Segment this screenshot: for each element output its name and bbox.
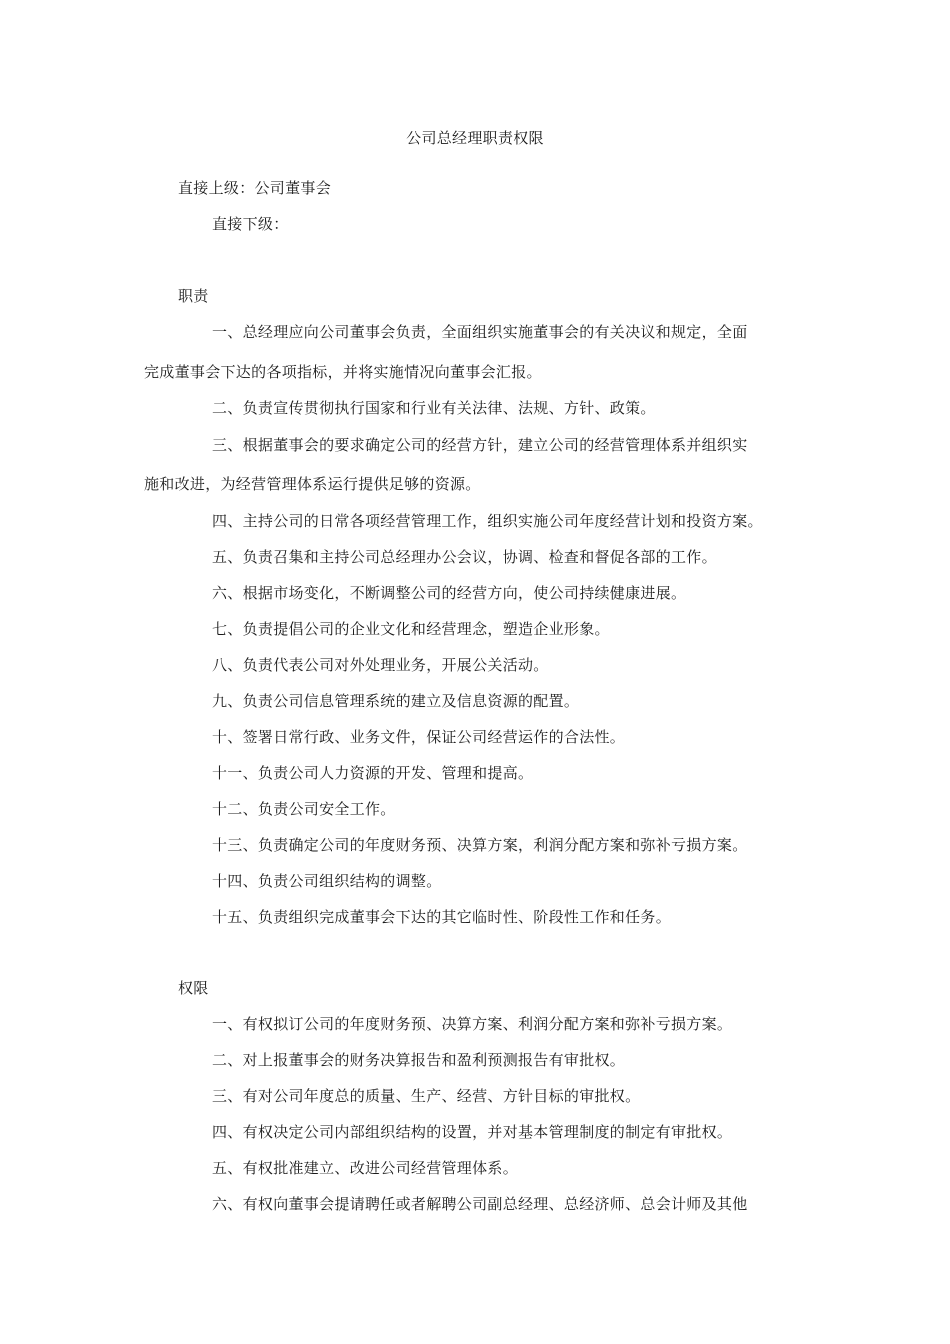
duties-heading: 职责	[178, 287, 209, 305]
duty-item: 十四、负责公司组织结构的调整。	[212, 872, 442, 890]
authority-item: 一、有权拟订公司的年度财务预、决算方案、利润分配方案和弥补亏损方案。	[212, 1015, 733, 1033]
duty-item: 二、负责宣传贯彻执行国家和行业有关法律、法规、方针、政策。	[212, 399, 656, 417]
document-title: 公司总经理职责权限	[406, 129, 544, 147]
authority-item: 四、有权决定公司内部组织结构的设置，并对基本管理制度的制定有审批权。	[212, 1123, 733, 1141]
direct-superior: 直接上级：公司董事会	[178, 179, 332, 197]
duty-item: 九、负责公司信息管理系统的建立及信息资源的配置。	[212, 692, 580, 710]
authority-item: 二、对上报董事会的财务决算报告和盈利预测报告有审批权。	[212, 1051, 626, 1069]
duty-item: 七、负责提倡公司的企业文化和经营理念，塑造企业形象。	[212, 620, 610, 638]
duty-item: 八、负责代表公司对外处理业务，开展公关活动。	[212, 656, 549, 674]
duty-item: 六、根据市场变化，不断调整公司的经营方向，使公司持续健康进展。	[212, 584, 687, 602]
direct-subordinate: 直接下级：	[212, 215, 289, 233]
duty-item: 十二、负责公司安全工作。	[212, 800, 396, 818]
duty-item-continuation: 完成董事会下达的各项指标，并将实施情况向董事会汇报。	[144, 363, 542, 381]
duty-item: 十三、负责确定公司的年度财务预、决算方案，利润分配方案和弥补亏损方案。	[212, 836, 748, 854]
authority-item: 三、有对公司年度总的质量、生产、经营、方针目标的审批权。	[212, 1087, 641, 1105]
authority-item: 六、有权向董事会提请聘任或者解聘公司副总经理、总经济师、总会计师及其他	[212, 1195, 748, 1213]
duty-item: 十五、负责组织完成董事会下达的其它临时性、阶段性工作和任务。	[212, 908, 672, 926]
duty-item: 一、总经理应向公司董事会负责，全面组织实施董事会的有关决议和规定，全面	[212, 323, 748, 341]
duty-item: 十一、负责公司人力资源的开发、管理和提高。	[212, 764, 534, 782]
duty-item-continuation: 施和改进，为经营管理体系运行提供足够的资源。	[144, 475, 481, 493]
duty-item: 五、负责召集和主持公司总经理办公会议，协调、检查和督促各部的工作。	[212, 548, 717, 566]
authority-heading: 权限	[178, 979, 209, 997]
authority-item: 五、有权批准建立、改进公司经营管理体系。	[212, 1159, 519, 1177]
duty-item: 四、主持公司的日常各项经营管理工作，组织实施公司年度经营计划和投资方案。	[212, 512, 763, 530]
duty-item: 三、根据董事会的要求确定公司的经营方针，建立公司的经营管理体系并组织实	[212, 436, 748, 454]
duty-item: 十、签署日常行政、业务文件，保证公司经营运作的合法性。	[212, 728, 626, 746]
